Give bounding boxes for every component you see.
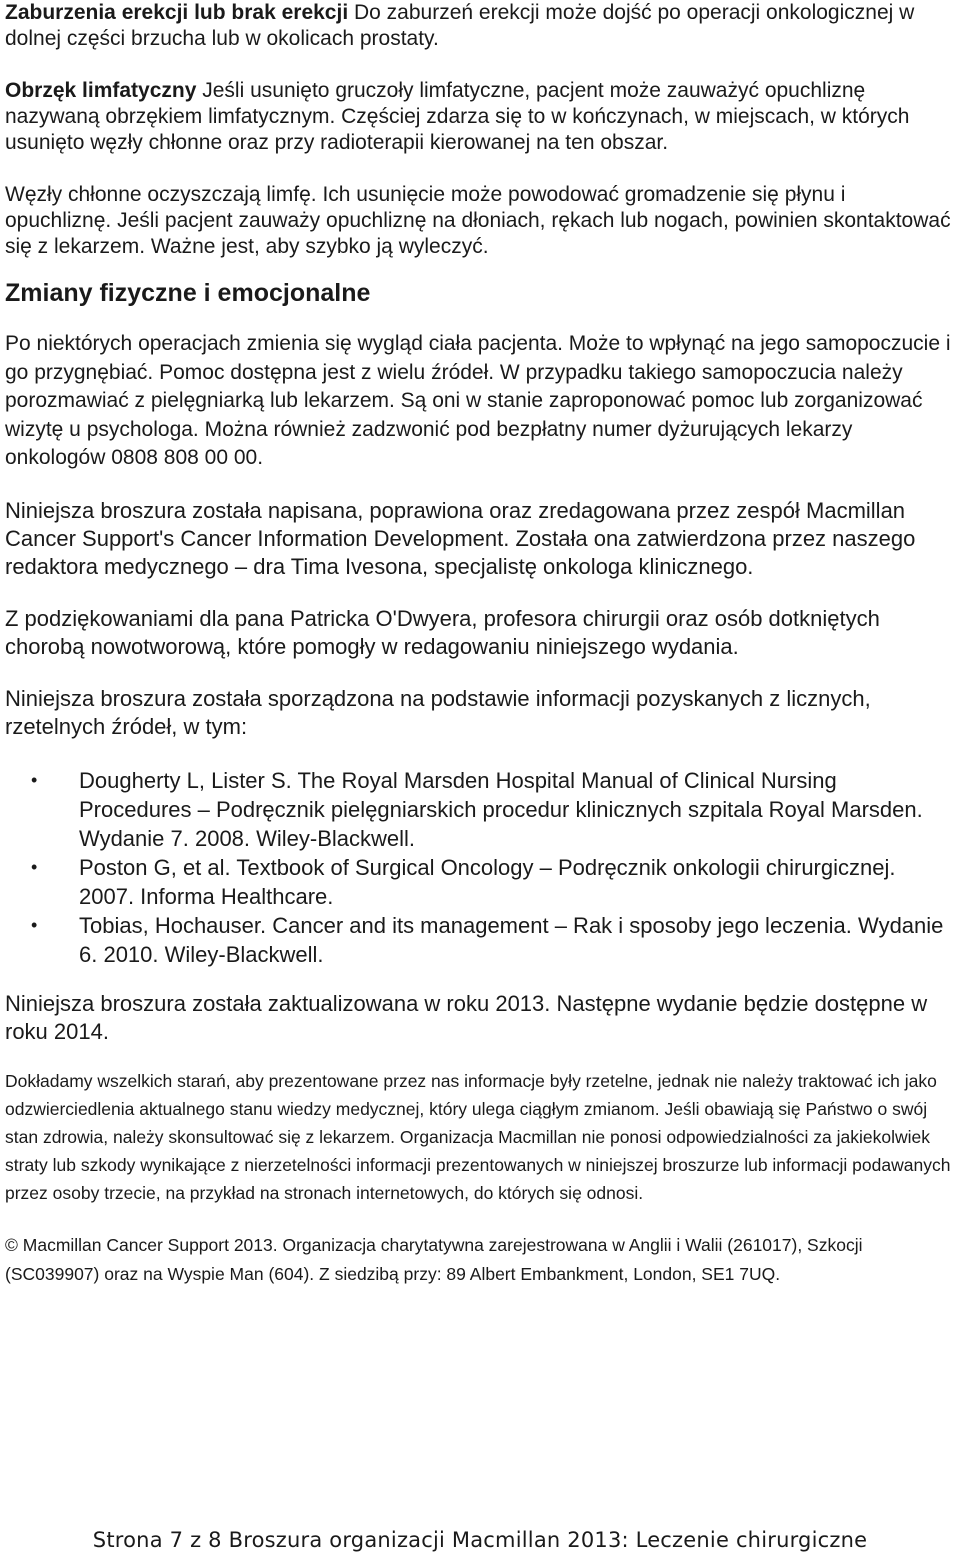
references-list [5, 766, 955, 969]
update-note: Niniejsza broszura została zaktualizowana w roku 2013. Następne wydanie będzie dostępne w roku 2014. [5, 990, 928, 1044]
reference-text: Tobias, Hochauser. Cancer and its management – Rak i sposoby jego leczenia. Wydanie 6. 2010. Wiley-Blackwell. [79, 912, 944, 967]
lymph-nodes-paragraph: Węzły chłonne oczyszczają limfę. Ich usunięcie może powodować gromadzenie się płynu i opuchliznę. Jeśli pacjent zauważy opuchliznę na dłoniach, rękach lub nogach, powinien skontaktować się z lekarzem. Ważne jest, aby szybko ją wyleczyć. [5, 183, 951, 258]
lymphedema-text: Jeśli usunięto gruczoły limfatyczne, pacjent może zauważyć opuchliznę nazywaną obrzękiem limfatycznym. Częściej zdarza się to w kończynach, w miejscach, w których usunięto węzły chłonne oraz przy radioterapii kierowanej na ten obszar. [5, 79, 910, 154]
page-footer: Strona 7 z 8 Broszura organizacji Macmillan 2013: Leczenie chirurgiczne [92, 1528, 868, 1552]
authors-paragraph: Niniejsza broszura została napisana, poprawiona oraz zredagowana przez zespół Macmillan Cancer Support's Cancer Information Development. Została ona zatwierdzona przez naszego redaktora medycznego – dra Tima Ivesona, specjalistę onkologa klinicznego. [5, 497, 916, 579]
lymphedema-paragraph [5, 78, 955, 156]
sources-intro: Niniejsza broszura została sporządzona na podstawie informacji pozyskanych z licznych, rzetelnych źródeł, w tym: [5, 685, 871, 739]
copyright-notice: © Macmillan Cancer Support 2013. Organizacja charytatywna zarejestrowana w Anglii i Walii (261017), Szkocji (SC039907) oraz na Wyspie Man (604). Z siedzibą przy: 89 Albert Embankment, London, SE1 7UQ. [5, 1234, 863, 1284]
bullet-icon: • [31, 856, 38, 877]
erection-paragraph [5, 0, 955, 52]
document-page [5, 0, 955, 1289]
erection-title: Zaburzenia erekcji lub brak erekcji [5, 1, 349, 24]
list-item [5, 853, 955, 911]
list-item [5, 766, 955, 853]
reference-text: Dougherty L, Lister S. The Royal Marsden Hospital Manual of Clinical Nursing Procedures – Podręcznik pielęgniarskich procedur klinicznych szpitala Royal Marsden. Wydanie 7. 2008. Wiley-Blackwell. [79, 767, 923, 851]
bullet-icon: • [31, 769, 38, 790]
lymphedema-title: Obrzęk limfatyczny [5, 79, 197, 102]
list-item [5, 911, 955, 969]
emotional-paragraph: Po niektórych operacjach zmienia się wygląd ciała pacjenta. Może to wpłynąć na jego samopoczucie i go przygnębiać. Pomoc dostępna jest z wielu źródeł. W przypadku takiego samopoczucia należy porozmawiać z pielęgniarką lub lekarzem. Są oni w stanie zaproponować pomoc lub zorganizować wizytę u psychologa. Można również zadzwonić pod bezpłatny numer dyżurujących lekarzy onkologów 0808 808 00 00. [5, 332, 951, 469]
erection-text: Do zaburzeń erekcji może dojść po operacji onkologicznej w dolnej części brzucha lub w okolicach prostaty. [5, 1, 915, 50]
bullet-icon: • [31, 914, 38, 935]
reference-text: Poston G, et al. Textbook of Surgical Oncology – Podręcznik onkologii chirurgicznej. 2007. Informa Healthcare. [79, 854, 896, 909]
disclaimer: Dokładamy wszelkich starań, aby prezentowane przez nas informacje były rzetelne, jednak nie należy traktować ich jako odzwierciedlenia aktualnego stanu wiedzy medycznej, który ulega ciągłym zmianom. Jeśli obawiają się Państwo o swój stan zdrowia, należy skonsultować się z lekarzem. Organizacja Macmillan nie ponosi odpowiedzialności za jakiekolwiek straty lub szkody wynikające z nierzetelności informacji prezentowanych w niniejszej broszurze lub informacji podawanych przez osoby trzecie, na przykład na stronach internetowych, do których się odnosi. [5, 1070, 951, 1203]
thanks-paragraph: Z podziękowaniami dla pana Patricka O'Dwyera, profesora chirurgii oraz osób dotkniętych chorobą nowotworową, które pomogły w redagowaniu niniejszego wydania. [5, 605, 880, 659]
section-heading: Zmiany fizyczne i emocjonalne [5, 279, 371, 307]
